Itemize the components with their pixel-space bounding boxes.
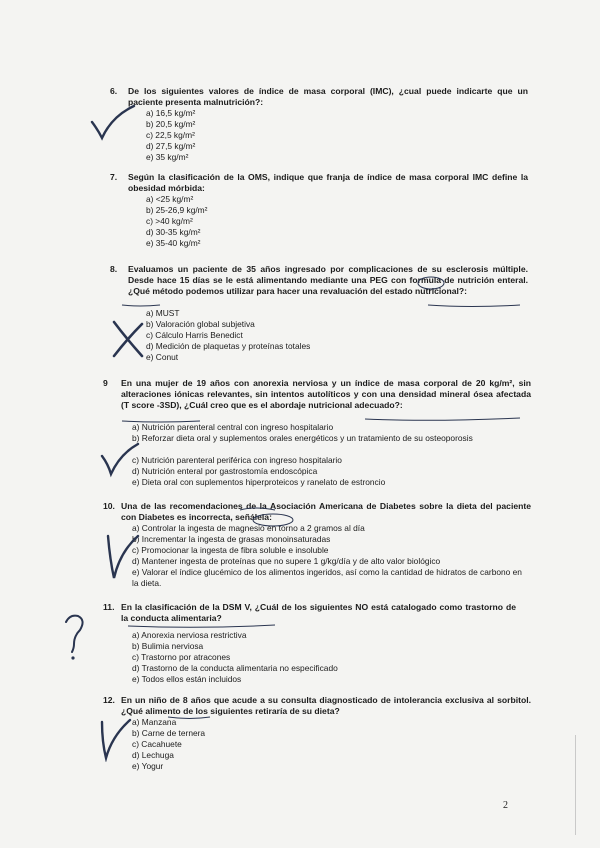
question-stem: De los siguientes valores de índice de masa corporal (IMC), ¿cual puede indicarte que un paciente presenta malnutrición?: xyxy=(128,86,528,107)
scan-edge-line xyxy=(575,735,576,835)
question-number: 7. xyxy=(110,172,118,182)
question-number: 8. xyxy=(110,264,118,274)
option-c[interactable]: c) 22,5 kg/m² xyxy=(146,130,195,140)
option-b[interactable]: b) Valoración global subjetiva xyxy=(146,319,255,329)
option-c[interactable]: c) Nutrición parenteral periférica con ingreso hospitalario xyxy=(132,455,342,465)
question-stem: Evaluamos un paciente de 35 años ingresado por complicaciones de su esclerosis múltiple. Desde hace 15 días se le está alimentando mediante una PEG con formula de nutrición enteral. ¿Qué método podemos utilizar para hacer una revaluación del estado nutricional?: xyxy=(128,264,528,296)
option-a[interactable]: a) Manzana xyxy=(132,717,177,727)
option-e[interactable]: e) Conut xyxy=(146,352,179,362)
option-d[interactable]: d) Medición de plaquetas y proteínas totales xyxy=(146,341,311,351)
option-a[interactable]: a) Anorexia nerviosa restrictiva xyxy=(132,630,247,640)
option-e[interactable]: e) Valorar el índice glucémico de los alimentos ingeridos, así como la cantidad de hidratos de carbono en la dieta. xyxy=(132,567,522,588)
option-b[interactable]: b) Carne de ternera xyxy=(132,728,206,738)
option-e[interactable]: e) 35 kg/m² xyxy=(146,152,189,162)
question-number: 11. xyxy=(103,602,115,612)
question-stem: En una mujer de 19 años con anorexia nerviosa y un índice de masa corporal de 20 kg/m², sin alteraciones iónicas relevantes, sin intentos autolíticos y con una densidad mineral ósea afectada (T score -3SD), ¿Cuál creo que es el abordaje nutricional adecuado?: xyxy=(121,378,531,410)
option-a[interactable]: a) <25 kg/m² xyxy=(146,194,194,204)
option-c[interactable]: c) Cacahuete xyxy=(132,739,182,749)
option-b[interactable]: b) Bulimia nerviosa xyxy=(132,641,204,651)
option-d[interactable]: d) 30-35 kg/m² xyxy=(146,227,201,237)
option-a[interactable]: a) Nutrición parenteral central con ingreso hospitalario xyxy=(132,422,334,432)
question-stem: En un niño de 8 años que acude a su consulta diagnosticado de intolerancia exclusiva al sorbitol. ¿Qué alimento de los siguientes retiraría de su dieta? xyxy=(121,695,531,716)
option-c[interactable]: c) Trastorno por atracones xyxy=(132,652,231,662)
option-a[interactable]: a) Controlar la ingesta de magnesio en torno a 2 gramos al día xyxy=(132,523,365,533)
question-number: 10. xyxy=(103,501,115,511)
question-stem: Una de las recomendaciones de la Asociación Americana de Diabetes sobre la dieta del paciente con Diabetes es incorrecta, señálela: xyxy=(121,501,531,522)
option-a[interactable]: a) 16,5 kg/m² xyxy=(146,108,196,118)
option-d[interactable]: d) Lechuga xyxy=(132,750,174,760)
option-e[interactable]: e) Todos ellos están incluidos xyxy=(132,674,242,684)
page-number: 2 xyxy=(503,800,508,811)
option-a[interactable]: a) MUST xyxy=(146,308,180,318)
option-e[interactable]: e) Dieta oral con suplementos hiperproteicos y ranelato de estroncio xyxy=(132,477,386,487)
question-stem: En la clasificación de la DSM V, ¿Cuál de los siguientes NO está catalogado como trastorno de la conducta alimentaria? xyxy=(121,602,516,623)
question-number: 6. xyxy=(110,86,118,96)
option-d[interactable]: d) Trastorno de la conducta alimentaria no especificado xyxy=(132,663,338,673)
option-d[interactable]: d) 27,5 kg/m² xyxy=(146,141,196,151)
option-b[interactable]: b) Reforzar dieta oral y suplementos orales energéticos y un tratamiento de su osteoporosis xyxy=(132,433,473,443)
option-d[interactable]: d) Nutrición enteral por gastrostomía endoscópica xyxy=(132,466,318,476)
option-d[interactable]: d) Mantener ingesta de proteínas que no supere 1 g/kg/día y de alto valor biológico xyxy=(132,556,441,566)
option-c[interactable]: c) Cálculo Harris Benedict xyxy=(146,330,243,340)
question-number: 12. xyxy=(103,695,115,705)
option-c[interactable]: c) >40 kg/m² xyxy=(146,216,193,226)
option-e[interactable]: e) Yogur xyxy=(132,761,164,771)
option-b[interactable]: b) 20,5 kg/m² xyxy=(146,119,196,129)
option-c[interactable]: c) Promocionar la ingesta de fibra soluble e insoluble xyxy=(132,545,329,555)
question-stem: Según la clasificación de la OMS, indique que franja de índice de masa corporal IMC define la obesidad mórbida: xyxy=(128,172,528,193)
option-b[interactable]: b) Incrementar la ingesta de grasas monoinsaturadas xyxy=(132,534,331,544)
question-number: 9 xyxy=(103,378,108,388)
option-e[interactable]: e) 35-40 kg/m² xyxy=(146,238,201,248)
option-b[interactable]: b) 25-26,9 kg/m² xyxy=(146,205,208,215)
